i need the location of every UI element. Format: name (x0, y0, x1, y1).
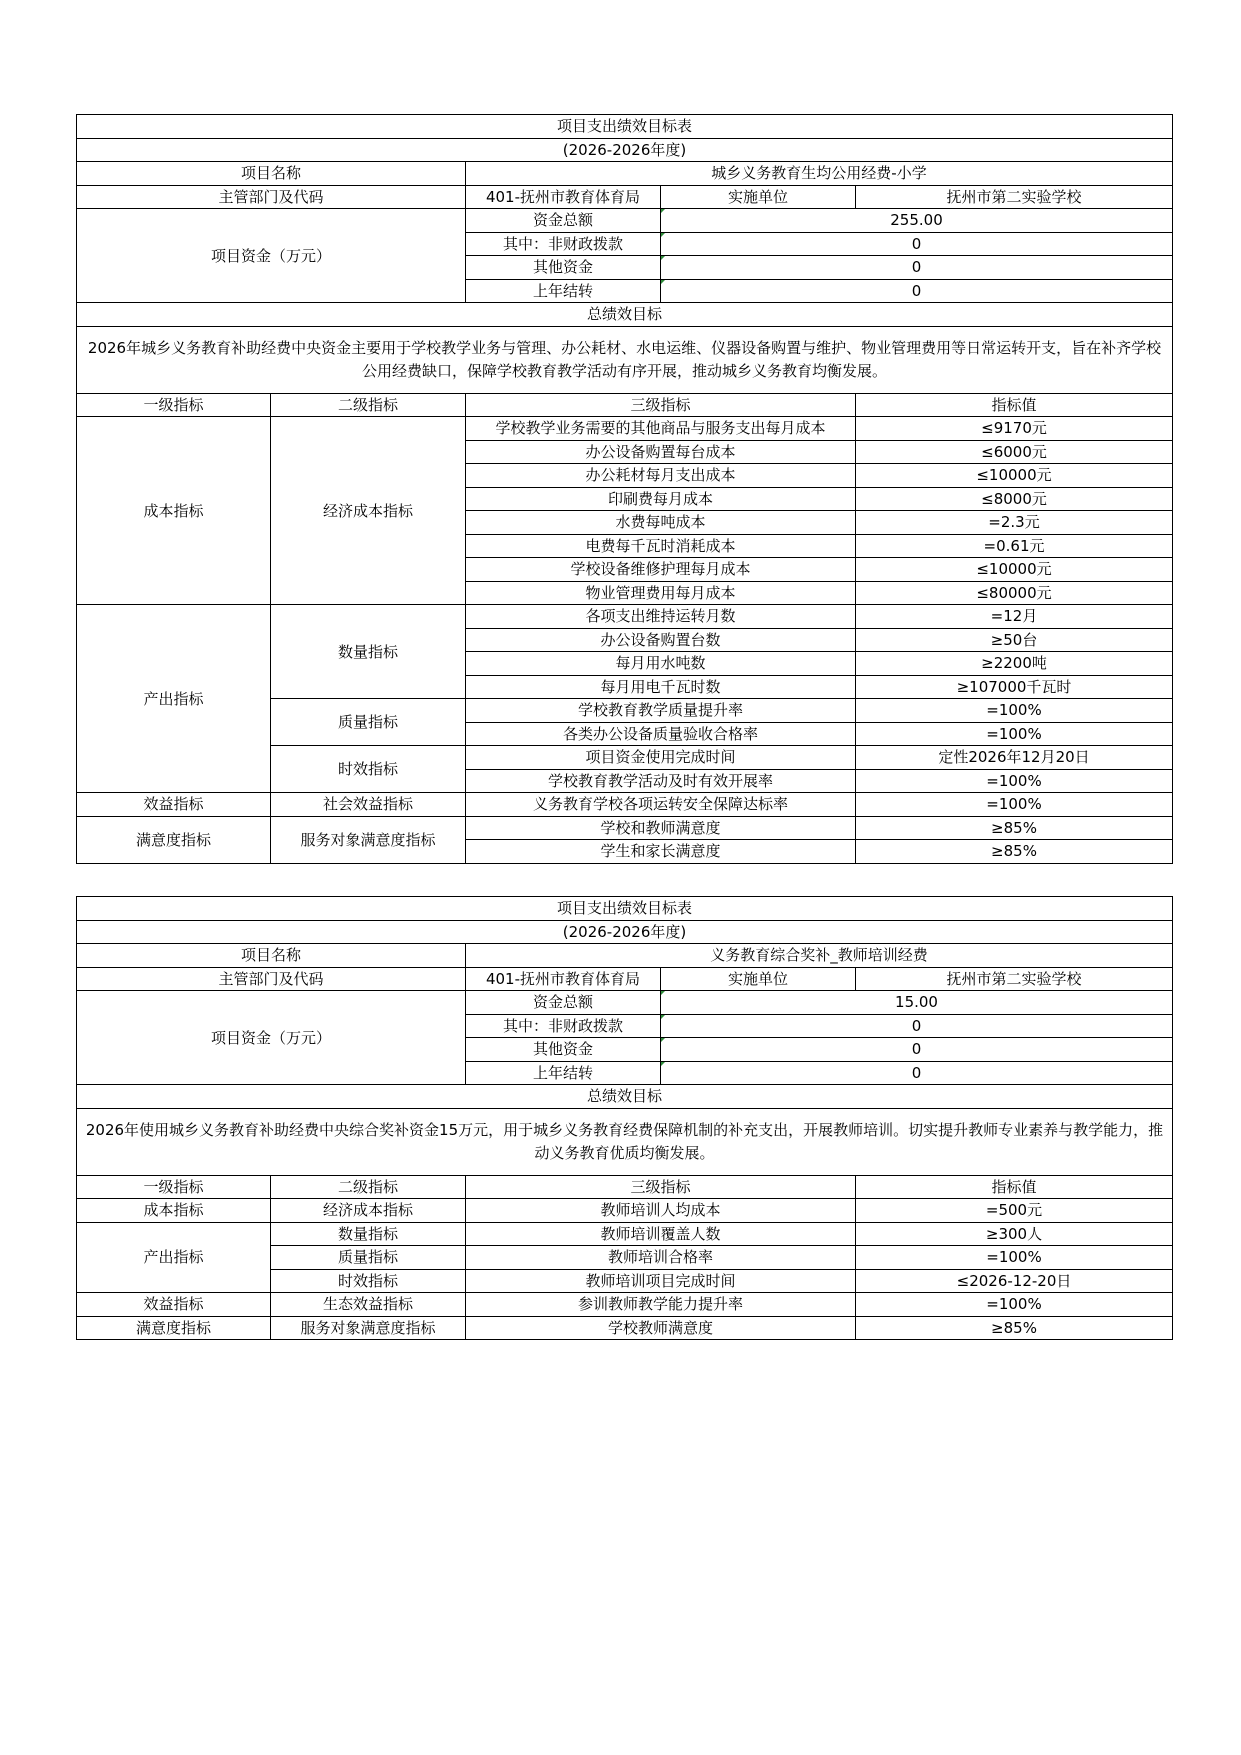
indicator-value: ≥85% (856, 840, 1173, 864)
goal-label: 总绩效目标 (77, 1085, 1173, 1109)
level2-indicator: 经济成本指标 (271, 417, 466, 605)
level3-indicator: 学生和家长满意度 (466, 840, 856, 864)
indicator-value: ≥107000千瓦时 (856, 675, 1173, 699)
project-name-value: 义务教育综合奖补_教师培训经费 (466, 944, 1173, 968)
level3-indicator: 办公设备购置每台成本 (466, 440, 856, 464)
funds-label: 项目资金（万元） (77, 209, 466, 303)
indicator-value: =100% (856, 1293, 1173, 1317)
indicator-table (76, 114, 1173, 864)
fund-item-label: 资金总额 (466, 991, 661, 1015)
indicator-value: =100% (856, 722, 1173, 746)
fund-item-label: 其他资金 (466, 1038, 661, 1062)
indicator-value: ≤10000元 (856, 464, 1173, 488)
department-value: 401-抚州市教育体育局 (466, 967, 661, 991)
indicator-value: ≥50台 (856, 628, 1173, 652)
level3-indicator: 学校和教师满意度 (466, 816, 856, 840)
level1-indicator: 产出指标 (77, 1222, 271, 1293)
indicator-value: =100% (856, 699, 1173, 723)
fund-item-value: 15.00 (661, 991, 1173, 1015)
level3-indicator: 每月用水吨数 (466, 652, 856, 676)
performance-table-1 (76, 114, 1172, 864)
fund-item-value: 255.00 (661, 209, 1173, 233)
header-level2: 二级指标 (271, 393, 466, 417)
indicator-value: ≤6000元 (856, 440, 1173, 464)
level3-indicator: 义务教育学校各项运转安全保障达标率 (466, 793, 856, 817)
fund-item-value: 0 (661, 232, 1173, 256)
level2-indicator: 时效指标 (271, 1269, 466, 1293)
fund-item-value: 0 (661, 1061, 1173, 1085)
header-level1: 一级指标 (77, 393, 271, 417)
level2-indicator: 质量指标 (271, 1246, 466, 1270)
funds-label: 项目资金（万元） (77, 991, 466, 1085)
goal-text: 2026年使用城乡义务教育补助经费中央综合奖补资金15万元，用于城乡义务教育经费保障机制的补充支出，开展教师培训。切实提升教师专业素养与教学能力，推动义务教育优质均衡发展。 (77, 1108, 1173, 1175)
indicator-value: ≤2026-12-20日 (856, 1269, 1173, 1293)
level3-indicator: 教师培训合格率 (466, 1246, 856, 1270)
indicator-value: =0.61元 (856, 534, 1173, 558)
level3-indicator: 项目资金使用完成时间 (466, 746, 856, 770)
indicator-value: =100% (856, 769, 1173, 793)
fund-item-value: 0 (661, 1038, 1173, 1062)
indicator-value: ≥85% (856, 1316, 1173, 1340)
level1-indicator: 效益指标 (77, 1293, 271, 1317)
indicator-value: ≥300人 (856, 1222, 1173, 1246)
table-row (77, 1199, 1173, 1223)
indicator-value: =12月 (856, 605, 1173, 629)
performance-table-2 (76, 896, 1172, 1340)
indicator-value: ≥85% (856, 816, 1173, 840)
level3-indicator: 参训教师教学能力提升率 (466, 1293, 856, 1317)
header-level2: 二级指标 (271, 1175, 466, 1199)
indicator-value: ≤10000元 (856, 558, 1173, 582)
level1-indicator: 成本指标 (77, 1199, 271, 1223)
level3-indicator: 各项支出维持运转月数 (466, 605, 856, 629)
implementer-label: 实施单位 (661, 185, 856, 209)
table-row (77, 793, 1173, 817)
goal-label: 总绩效目标 (77, 303, 1173, 327)
project-name-value: 城乡义务教育生均公用经费-小学 (466, 162, 1173, 186)
indicator-value: 定性2026年12月20日 (856, 746, 1173, 770)
implementer-value: 抚州市第二实验学校 (856, 967, 1173, 991)
indicator-value: ≥2200吨 (856, 652, 1173, 676)
level2-indicator: 服务对象满意度指标 (271, 816, 466, 863)
level2-indicator: 质量指标 (271, 699, 466, 746)
indicator-value: =500元 (856, 1199, 1173, 1223)
department-label: 主管部门及代码 (77, 967, 466, 991)
table-year: (2026-2026年度) (77, 138, 1173, 162)
level3-indicator: 印刷费每月成本 (466, 487, 856, 511)
indicator-value: =2.3元 (856, 511, 1173, 535)
indicator-value: ≤80000元 (856, 581, 1173, 605)
level3-indicator: 教师培训人均成本 (466, 1199, 856, 1223)
fund-item-value: 0 (661, 1014, 1173, 1038)
level3-indicator: 学校教学业务需要的其他商品与服务支出每月成本 (466, 417, 856, 441)
indicator-value: =100% (856, 1246, 1173, 1270)
fund-item-label: 上年结转 (466, 279, 661, 303)
table-row (77, 605, 1173, 629)
header-level3: 三级指标 (466, 393, 856, 417)
indicator-value: =100% (856, 793, 1173, 817)
level3-indicator: 学校教育教学活动及时有效开展率 (466, 769, 856, 793)
fund-item-label: 资金总额 (466, 209, 661, 233)
level3-indicator: 学校教育教学质量提升率 (466, 699, 856, 723)
level3-indicator: 办公耗材每月支出成本 (466, 464, 856, 488)
implementer-label: 实施单位 (661, 967, 856, 991)
indicator-table (76, 896, 1173, 1340)
implementer-value: 抚州市第二实验学校 (856, 185, 1173, 209)
level2-indicator: 数量指标 (271, 605, 466, 699)
table-row (77, 1222, 1173, 1246)
fund-item-label: 其他资金 (466, 256, 661, 280)
header-level1: 一级指标 (77, 1175, 271, 1199)
header-value: 指标值 (856, 393, 1173, 417)
level2-indicator: 生态效益指标 (271, 1293, 466, 1317)
level2-indicator: 社会效益指标 (271, 793, 466, 817)
project-name-label: 项目名称 (77, 162, 466, 186)
level3-indicator: 办公设备购置台数 (466, 628, 856, 652)
level3-indicator: 教师培训项目完成时间 (466, 1269, 856, 1293)
indicator-value: ≤8000元 (856, 487, 1173, 511)
level1-indicator: 效益指标 (77, 793, 271, 817)
level1-indicator: 满意度指标 (77, 816, 271, 863)
level3-indicator: 学校设备维修护理每月成本 (466, 558, 856, 582)
level2-indicator: 时效指标 (271, 746, 466, 793)
level3-indicator: 电费每千瓦时消耗成本 (466, 534, 856, 558)
goal-text: 2026年城乡义务教育补助经费中央资金主要用于学校教学业务与管理、办公耗材、水电运维、仪器设备购置与维护、物业管理费用等日常运转开支，旨在补齐学校公用经费缺口，保障学校教育教学活动有序开展，推动城乡义务教育均衡发展。 (77, 326, 1173, 393)
table-row (77, 1293, 1173, 1317)
level3-indicator: 教师培训覆盖人数 (466, 1222, 856, 1246)
table-title: 项目支出绩效目标表 (77, 897, 1173, 921)
level2-indicator: 经济成本指标 (271, 1199, 466, 1223)
level3-indicator: 水费每吨成本 (466, 511, 856, 535)
table-year: (2026-2026年度) (77, 920, 1173, 944)
level3-indicator: 各类办公设备质量验收合格率 (466, 722, 856, 746)
fund-item-label: 其中：非财政拨款 (466, 232, 661, 256)
level3-indicator: 每月用电千瓦时数 (466, 675, 856, 699)
level3-indicator: 物业管理费用每月成本 (466, 581, 856, 605)
table-title: 项目支出绩效目标表 (77, 115, 1173, 139)
level2-indicator: 数量指标 (271, 1222, 466, 1246)
level1-indicator: 成本指标 (77, 417, 271, 605)
department-value: 401-抚州市教育体育局 (466, 185, 661, 209)
department-label: 主管部门及代码 (77, 185, 466, 209)
indicator-value: ≤9170元 (856, 417, 1173, 441)
fund-item-label: 上年结转 (466, 1061, 661, 1085)
level3-indicator: 学校教师满意度 (466, 1316, 856, 1340)
level2-indicator: 服务对象满意度指标 (271, 1316, 466, 1340)
project-name-label: 项目名称 (77, 944, 466, 968)
table-row (77, 816, 1173, 840)
table-row (77, 1316, 1173, 1340)
header-level3: 三级指标 (466, 1175, 856, 1199)
table-row (77, 417, 1173, 441)
fund-item-value: 0 (661, 279, 1173, 303)
level1-indicator: 产出指标 (77, 605, 271, 793)
fund-item-label: 其中：非财政拨款 (466, 1014, 661, 1038)
header-value: 指标值 (856, 1175, 1173, 1199)
level1-indicator: 满意度指标 (77, 1316, 271, 1340)
fund-item-value: 0 (661, 256, 1173, 280)
